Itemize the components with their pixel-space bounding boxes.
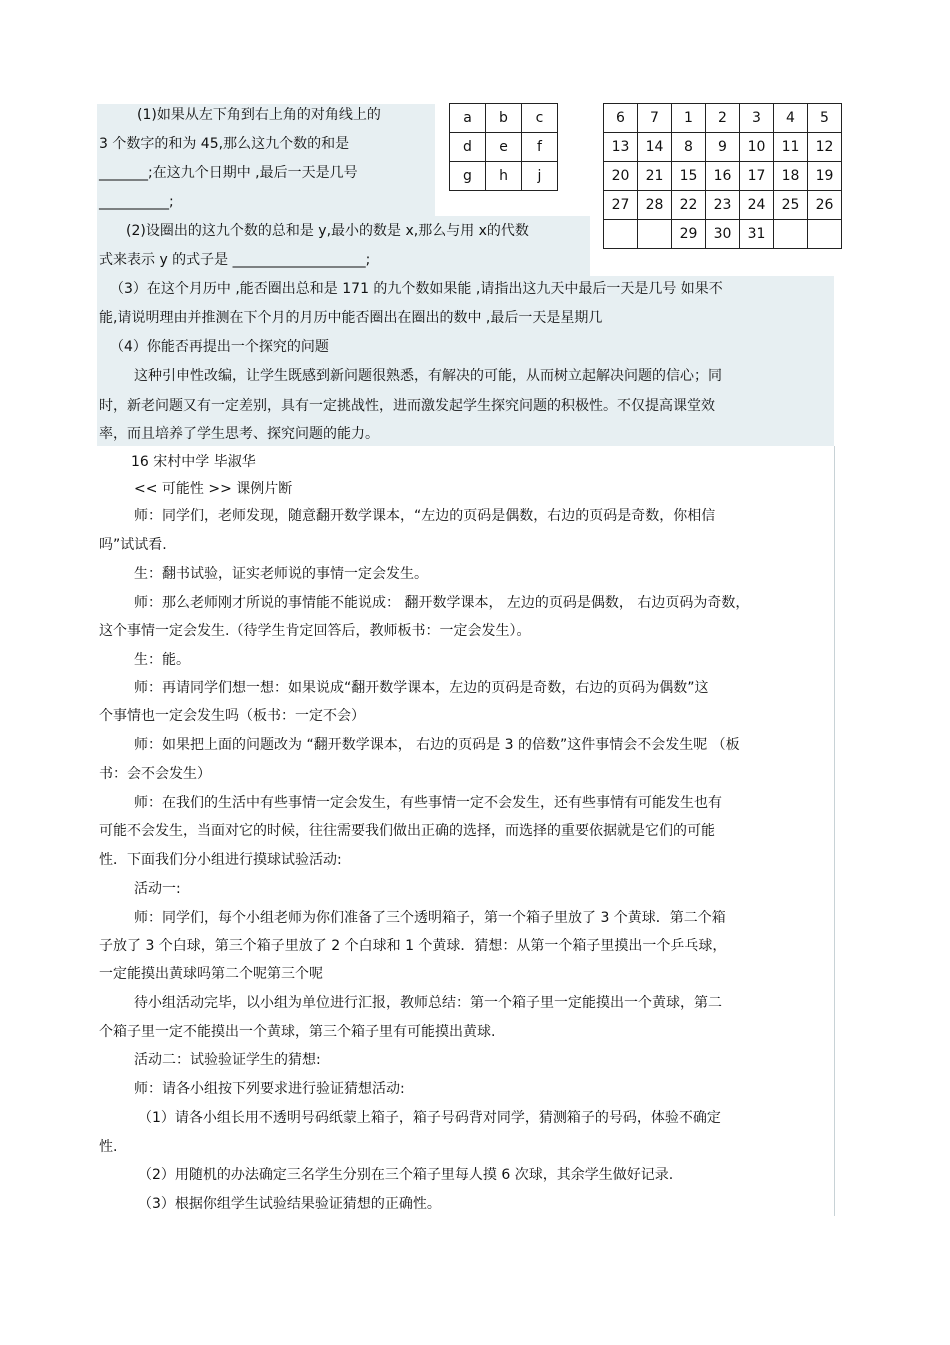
case-line: 生：翻书试验，证实老师说的事情一定会发生。 (134, 566, 428, 582)
case-line: 活动二：试验验证学生的猜想: (134, 1052, 321, 1068)
comment-line-1: 这种引申性改编，让学生既感到新问题很熟悉，有解决的可能，从而树立起解决问题的信心；同 (134, 368, 722, 384)
calendar-cell: 16 (706, 162, 740, 191)
calendar-cell: 29 (672, 220, 706, 249)
calendar-cell: 30 (706, 220, 740, 249)
case-line: （3）根据你组学生试验结果验证猜想的正确性。 (138, 1196, 441, 1212)
calendar-cell: 31 (740, 220, 774, 249)
case-line: 师：同学们，每个小组老师为你们准备了三个透明箱子，第一个箱子里放了 3 个黄球．第二个箱 (134, 910, 726, 926)
shaded-region-q3 (97, 276, 834, 446)
case-line: 师：再请同学们想一想：如果说成“翻开数学课本，左边的页码是奇数，右边的页码为偶数”这 (134, 680, 709, 696)
calendar-cell: 17 (740, 162, 774, 191)
calendar-cell: 4 (774, 104, 808, 133)
calendar-cell: 12 (808, 133, 842, 162)
case-line: 书：会不会发生） (99, 766, 211, 782)
q3-line-2: 能,请说明理由并推测在下个月的月历中能否圈出在圈出的数中 ,最后一天是星期几 (99, 310, 603, 326)
letter-cell: c (522, 104, 558, 133)
calendar-cell (604, 220, 638, 249)
calendar-cell: 23 (706, 191, 740, 220)
calendar-cell: 28 (638, 191, 672, 220)
calendar-grid (603, 103, 842, 249)
case-line: 待小组活动完毕，以小组为单位进行汇报，教师总结：第一个箱子里一定能摸出一个黄球，第二 (134, 995, 722, 1011)
case-line: 可能不会发生，当面对它的时候，往往需要我们做出正确的选择，而选择的重要依据就是它们的可能 (99, 823, 715, 839)
calendar-cell: 9 (706, 133, 740, 162)
calendar-cell: 15 (672, 162, 706, 191)
calendar-cell: 1 (672, 104, 706, 133)
case-header: 16 宋村中学 毕淑华 (131, 454, 256, 470)
calendar-cell: 13 (604, 133, 638, 162)
calendar-cell (774, 220, 808, 249)
q2-line-2: 式来表示 y 的式子是 ___________________; (99, 252, 371, 268)
case-line: 吗”试试看. (99, 537, 167, 553)
calendar-cell: 26 (808, 191, 842, 220)
q2-line-1: (2)设圈出的这九个数的总和是 y,最小的数是 x,那么与用 x的代数 (126, 223, 529, 239)
calendar-cell (808, 220, 842, 249)
calendar-cell: 22 (672, 191, 706, 220)
calendar-cell: 24 (740, 191, 774, 220)
case-line: 活动一: (134, 881, 181, 897)
case-line: 性．下面我们分小组进行摸球试验活动: (99, 852, 342, 868)
letter-cell: e (486, 133, 522, 162)
letter-cell: d (450, 133, 486, 162)
case-subtitle: << 可能性 >> 课例片断 (134, 481, 293, 497)
right-margin-line (834, 446, 835, 1216)
q1-line-1: (1)如果从左下角到右上角的对角线上的 (137, 107, 381, 123)
calendar-cell: 19 (808, 162, 842, 191)
calendar-cell: 11 (774, 133, 808, 162)
comment-line-3: 率，而且培养了学生思考、探究问题的能力。 (99, 426, 379, 442)
q3-line-1: （3）在这个月历中 ,能否圈出总和是 171 的九个数如果能 ,请指出这九天中最后一天是几号 如果不 (110, 281, 723, 297)
calendar-cell: 6 (604, 104, 638, 133)
case-line: 性. (99, 1139, 118, 1155)
case-line: （2）用随机的办法确定三名学生分别在三个箱子里每人摸 6 次球，其余学生做好记录. (138, 1167, 674, 1183)
calendar-cell: 25 (774, 191, 808, 220)
calendar-cell (638, 220, 672, 249)
letter-cell: j (522, 162, 558, 191)
calendar-cell: 27 (604, 191, 638, 220)
letter-cell: g (450, 162, 486, 191)
calendar-cell: 20 (604, 162, 638, 191)
q1-line-4: __________; (99, 194, 174, 210)
calendar-cell: 14 (638, 133, 672, 162)
case-line: 个事情也一定会发生吗（板书：一定不会） (99, 708, 365, 724)
case-line: 师：在我们的生活中有些事情一定会发生，有些事情一定不会发生，还有些事情有可能发生也有 (134, 795, 722, 811)
case-line: （1）请各小组长用不透明号码纸蒙上箱子，箱子号码背对同学，猜测箱子的号码，体验不确定 (138, 1110, 721, 1126)
q1-line-2: 3 个数字的和为 45,那么这九个数的和是 (99, 136, 350, 152)
case-line: 一定能摸出黄球吗第二个呢第三个呢 (99, 966, 323, 982)
letter-grid (449, 103, 558, 191)
calendar-cell: 3 (740, 104, 774, 133)
letter-cell: b (486, 104, 522, 133)
comment-line-2: 时，新老问题又有一定差别，具有一定挑战性，进而激发起学生探究问题的积极性。不仅提高课堂效 (99, 398, 715, 414)
case-line: 子放了 3 个白球，第三个箱子里放了 2 个白球和 1 个黄球．猜想：从第一个箱子里摸出一个乒乓球， (99, 938, 727, 954)
calendar-cell: 10 (740, 133, 774, 162)
calendar-cell: 2 (706, 104, 740, 133)
case-line: 师：同学们，老师发现，随意翻开数学课本，“左边的页码是偶数，右边的页码是奇数，你相信 (134, 508, 716, 524)
case-line: 这个事情一定会发生.（待学生肯定回答后，教师板书：一定会发生）。 (99, 623, 531, 639)
letter-cell: a (450, 104, 486, 133)
calendar-cell: 21 (638, 162, 672, 191)
q1-line-3: _______;在这九个日期中 ,最后一天是几号 (99, 165, 358, 181)
case-line: 师：请各小组按下列要求进行验证猜想活动: (134, 1081, 405, 1097)
letter-cell: h (486, 162, 522, 191)
case-line: 生：能。 (134, 652, 190, 668)
letter-cell: f (522, 133, 558, 162)
q4-line: （4）你能否再提出一个探究的问题 (110, 339, 329, 355)
calendar-cell: 7 (638, 104, 672, 133)
case-line: 师：那么老师刚才所说的事情能不能说成： 翻开数学课本， 左边的页码是偶数， 右边页码为奇数， (134, 595, 750, 611)
calendar-cell: 5 (808, 104, 842, 133)
calendar-cell: 8 (672, 133, 706, 162)
case-line: 师：如果把上面的问题改为 “翻开数学课本， 右边的页码是 3 的倍数”这件事情会不会发生呢 （板 (134, 737, 740, 753)
calendar-cell: 18 (774, 162, 808, 191)
case-line: 个箱子里一定不能摸出一个黄球，第三个箱子里有可能摸出黄球. (99, 1024, 496, 1040)
